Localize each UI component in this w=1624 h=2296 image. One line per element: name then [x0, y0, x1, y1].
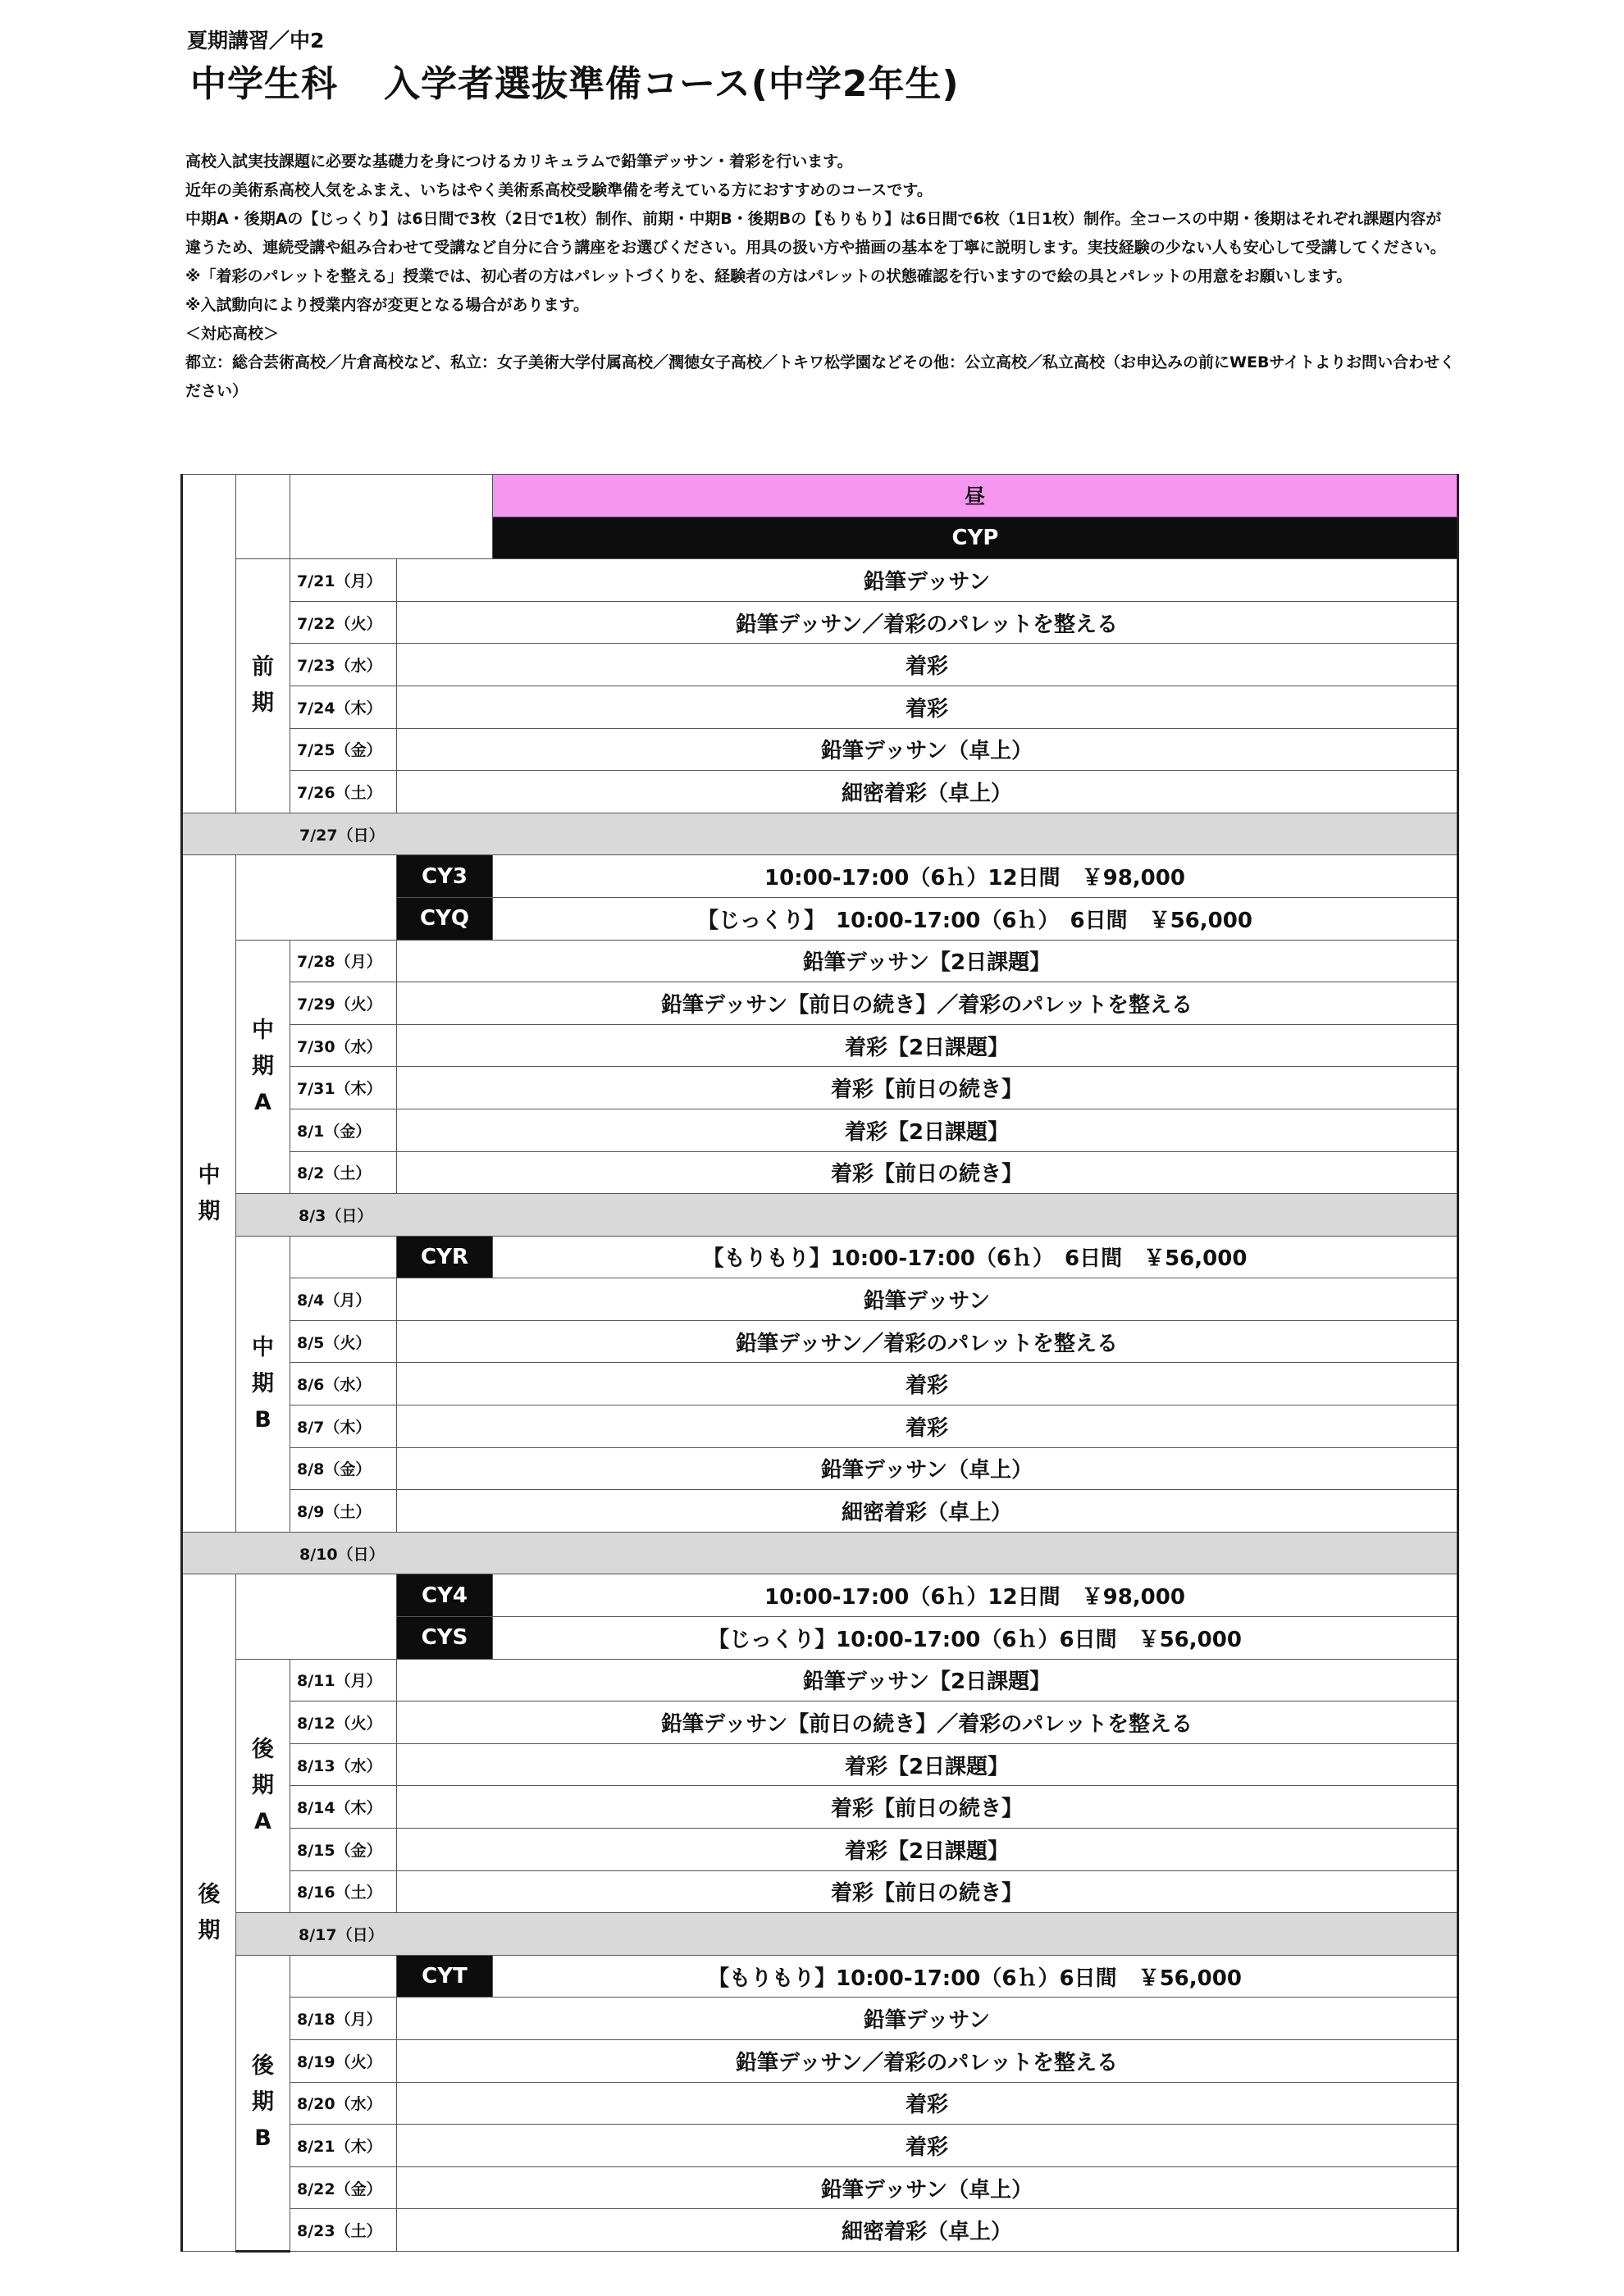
table-row: [182, 1151, 1458, 1194]
table-row: [182, 601, 1458, 644]
date-cell: 7/24（木）: [290, 686, 397, 728]
date-cell: 8/15（金）: [290, 1829, 397, 1871]
table-row: [182, 1447, 1458, 1490]
table-row: [182, 1998, 1458, 2040]
holiday-date: 7/27（日）: [182, 813, 1458, 855]
class-content: 着彩【前日の続き】: [397, 1067, 1458, 1109]
intro-line: 中期A・後期Aの【じっくり】は6日間で3枚（2日で1枚）制作、前期・中期B・後期Bの【もりもり】は6日間で6枚（1日1枚）制作。全コースの中期・後期はそれぞれ課題内容が違うため、連続受講や組み合わせて受講など自分に合う講座をお選びください。用具の扱い方や描画の基本を丁寧に説明します。実技経験の少ない人も安心して受講してください。: [185, 210, 1446, 257]
course-info: 10:00-17:00（6ｈ）12日間 ￥98,000: [493, 1574, 1458, 1617]
table-row: [182, 771, 1458, 813]
class-content: 鉛筆デッサン: [397, 559, 1458, 602]
date-cell: 8/13（水）: [290, 1743, 397, 1786]
class-content: 鉛筆デッサン（卓上）: [397, 728, 1458, 771]
table-row: [182, 1067, 1458, 1109]
class-content: 着彩【前日の続き】: [397, 1870, 1458, 1913]
holiday-date: 8/17（日）: [236, 1913, 1458, 1956]
time-header: 昼: [493, 475, 1458, 517]
intro-line: 近年の美術系高校人気をふまえ、いちはやく美術系高校受験準備を考えている方におすすめのコースです。: [185, 181, 933, 199]
blank-cell: [290, 1955, 397, 1998]
date-cell: 7/29（火）: [290, 982, 397, 1025]
class-content: 鉛筆デッサン／着彩のパレットを整える: [397, 601, 1458, 644]
date-cell: 8/7（木）: [290, 1405, 397, 1448]
class-content: 鉛筆デッサン（卓上）: [397, 1447, 1458, 1490]
table-row: [182, 2125, 1458, 2167]
class-content: 鉛筆デッサン: [397, 1278, 1458, 1321]
period-label: 後 期 A: [236, 1659, 290, 1913]
intro-text: [185, 148, 1457, 406]
date-cell: 7/22（火）: [290, 601, 397, 644]
date-cell: 7/21（月）: [290, 559, 397, 602]
date-cell: 8/9（土）: [290, 1490, 397, 1533]
table-row: [182, 1574, 1458, 1617]
class-content: 鉛筆デッサン【2日課題】: [397, 1659, 1458, 1702]
class-content: 鉛筆デッサン／着彩のパレットを整える: [397, 2039, 1458, 2082]
title-subject: 中学生科: [190, 63, 338, 105]
table-row: [182, 1109, 1458, 1151]
holiday-row: [182, 1532, 1458, 1574]
course-info: 【もりもり】10:00-17:00（6ｈ）6日間 ￥56,000: [493, 1955, 1458, 1998]
table-row: [182, 686, 1458, 728]
term-label: 中 期: [182, 855, 236, 1533]
holiday-row: [182, 813, 1458, 855]
date-cell: 8/12（火）: [290, 1702, 397, 1744]
course-info: 10:00-17:00（6ｈ）12日間 ￥98,000: [493, 855, 1458, 898]
date-cell: 8/11（月）: [290, 1659, 397, 1702]
period-label: 後 期 B: [236, 1955, 290, 2251]
table-row: [182, 559, 1458, 602]
table-row: [182, 1702, 1458, 1744]
holiday-row: [182, 1913, 1458, 1956]
date-cell: 8/2（土）: [290, 1151, 397, 1194]
table-row: [182, 2209, 1458, 2252]
page-label: 夏期講習／中2: [187, 29, 325, 52]
table-row: [182, 644, 1458, 686]
term-cell: [182, 475, 236, 813]
intro-line: ※「着彩のパレットを整える」授業では、初心者の方はパレットづくりを、経験者の方はパレットの状態確認を行いますので絵の具とパレットの用意をお願いします。: [185, 267, 1353, 285]
period-label: 中 期 B: [236, 1236, 290, 1532]
class-content: 鉛筆デッサン【前日の続き】／着彩のパレットを整える: [397, 982, 1458, 1025]
table-row: [182, 1743, 1458, 1786]
period-label: 前 期: [236, 559, 290, 813]
date-cell: 8/23（土）: [290, 2209, 397, 2252]
class-content: 着彩: [397, 2125, 1458, 2167]
table-row: [182, 1659, 1458, 1702]
date-cell: 7/28（月）: [290, 940, 397, 982]
date-cell: 8/20（水）: [290, 2082, 397, 2125]
blank-cell: [290, 475, 493, 559]
course-info: 【じっくり】10:00-17:00（6ｈ）6日間 ￥56,000: [493, 1617, 1458, 1660]
class-content: 細密着彩（卓上）: [397, 2209, 1458, 2252]
table-row: [182, 1829, 1458, 1871]
date-cell: 8/5（火）: [290, 1320, 397, 1363]
date-cell: 8/19（火）: [290, 2039, 397, 2082]
blank-cell: [236, 855, 397, 940]
class-content: 鉛筆デッサン／着彩のパレットを整える: [397, 1320, 1458, 1363]
table-row: [182, 728, 1458, 771]
class-content: 着彩【2日課題】: [397, 1109, 1458, 1151]
date-cell: 7/26（土）: [290, 771, 397, 813]
intro-line: ※入試動向により授業内容が変更となる場合があります。: [185, 296, 589, 314]
date-cell: 8/16（土）: [290, 1870, 397, 1913]
class-content: 着彩【前日の続き】: [397, 1786, 1458, 1829]
course-info: 【もりもり】10:00-17:00（6ｈ） 6日間 ￥56,000: [493, 1236, 1458, 1278]
date-cell: 7/25（金）: [290, 728, 397, 771]
date-cell: 8/22（金）: [290, 2166, 397, 2209]
class-content: 着彩: [397, 686, 1458, 728]
course-code: CY4: [397, 1574, 493, 1617]
blank-cell: [290, 1236, 397, 1278]
course-code: CYS: [397, 1617, 493, 1660]
blank-cell: [236, 1574, 397, 1659]
class-content: 着彩: [397, 1405, 1458, 1448]
date-cell: 8/4（月）: [290, 1278, 397, 1321]
schedule-table: [180, 474, 1459, 2253]
class-content: 細密着彩（卓上）: [397, 771, 1458, 813]
table-row: [182, 1786, 1458, 1829]
table-row: [182, 1278, 1458, 1321]
date-cell: 8/21（木）: [290, 2125, 397, 2167]
class-content: 細密着彩（卓上）: [397, 1490, 1458, 1533]
date-cell: 8/14（木）: [290, 1786, 397, 1829]
date-cell: 7/23（水）: [290, 644, 397, 686]
intro-line: 高校入試実技課題に必要な基礎力を身につけるカリキュラムで鉛筆デッサン・着彩を行います。: [185, 153, 853, 171]
course-code: CY3: [397, 855, 493, 898]
holiday-date: 8/10（日）: [182, 1532, 1458, 1574]
table-row: [182, 1490, 1458, 1533]
class-content: 着彩【2日課題】: [397, 1829, 1458, 1871]
class-content: 着彩【2日課題】: [397, 1743, 1458, 1786]
class-content: 鉛筆デッサン: [397, 1998, 1458, 2040]
date-cell: 8/18（月）: [290, 1998, 397, 2040]
date-cell: 8/6（水）: [290, 1363, 397, 1405]
intro-line: ＜対応高校＞: [185, 325, 280, 343]
table-row: [182, 475, 1458, 517]
table-row: [182, 1320, 1458, 1363]
class-content: 着彩: [397, 1363, 1458, 1405]
table-row: [182, 1363, 1458, 1405]
title-course: 入学者選抜準備コース(中学2年生): [384, 63, 960, 105]
class-content: 着彩【前日の続き】: [397, 1151, 1458, 1194]
date-cell: 8/1（金）: [290, 1109, 397, 1151]
table-row: [182, 1405, 1458, 1448]
blank-cell: [236, 475, 290, 559]
intro-line: 都立：総合芸術高校／片倉高校など、私立：女子美術大学付属高校／潤徳女子高校／トキワ松学園などその他：公立高校／私立高校（お申込みの前にWEBサイトよりお問い合わせください）: [185, 353, 1456, 400]
table-row: [182, 982, 1458, 1025]
table-row: [182, 2082, 1458, 2125]
date-cell: 8/8（金）: [290, 1447, 397, 1490]
course-code: CYR: [397, 1236, 493, 1278]
class-content: 鉛筆デッサン【前日の続き】／着彩のパレットを整える: [397, 1702, 1458, 1744]
course-code: CYQ: [397, 897, 493, 940]
table-row: [182, 1236, 1458, 1278]
course-code: CYP: [493, 517, 1458, 559]
term-label: 後 期: [182, 1574, 236, 2252]
class-content: 着彩: [397, 644, 1458, 686]
table-row: [182, 2166, 1458, 2209]
class-content: 鉛筆デッサン【2日課題】: [397, 940, 1458, 982]
course-code: CYT: [397, 1955, 493, 1998]
table-row: [182, 1955, 1458, 1998]
class-content: 着彩: [397, 2082, 1458, 2125]
holiday-date: 8/3（日）: [236, 1194, 1458, 1237]
table-row: [182, 1870, 1458, 1913]
course-info: 【じっくり】 10:00-17:00（6ｈ） 6日間 ￥56,000: [493, 897, 1458, 940]
class-content: 着彩【2日課題】: [397, 1024, 1458, 1067]
date-cell: 7/31（木）: [290, 1067, 397, 1109]
page-title: [190, 54, 960, 107]
period-label: 中 期 A: [236, 940, 290, 1194]
table-row: [182, 2039, 1458, 2082]
holiday-row: [182, 1194, 1458, 1237]
date-cell: 7/30（水）: [290, 1024, 397, 1067]
class-content: 鉛筆デッサン（卓上）: [397, 2166, 1458, 2209]
table-row: [182, 855, 1458, 898]
table-row: [182, 1024, 1458, 1067]
table-row: [182, 940, 1458, 982]
